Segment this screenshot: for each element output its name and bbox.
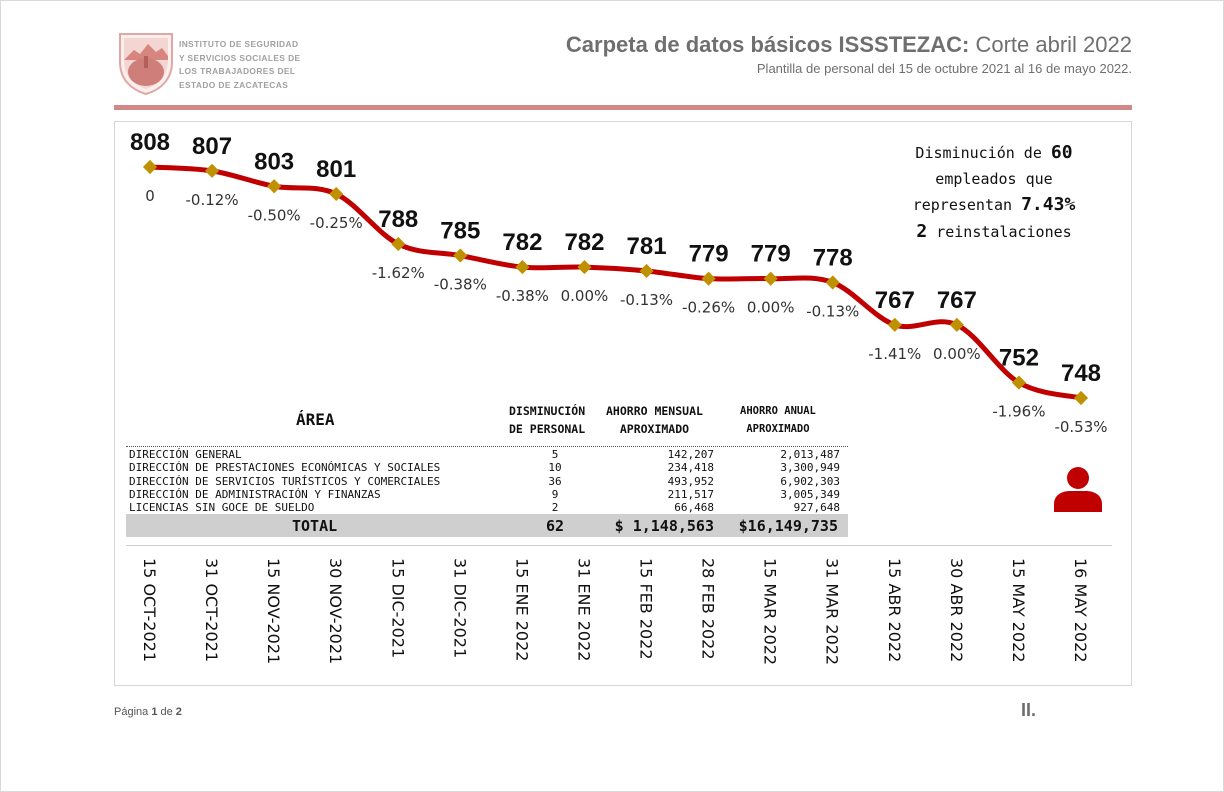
table-divider (126, 446, 848, 447)
value-label: 778 (812, 244, 853, 272)
cell-ahorro-anual: 2,013,487 (780, 448, 840, 461)
pct-label: -0.12% (185, 190, 239, 209)
cell-area: DIRECCIÓN DE PRESTACIONES ECONÓMICAS Y SOCIALES (129, 461, 441, 474)
x-tick-label: 15 MAR 2022 (760, 558, 780, 666)
pct-label: 0 (145, 187, 155, 205)
x-tick-label: 15 MAY 2022 (1008, 558, 1028, 663)
title-bold: Carpeta de datos básicos ISSSTEZAC: (565, 32, 970, 57)
pct-label: -1.96% (992, 402, 1046, 421)
pct-label: -0.38% (433, 275, 487, 294)
x-tick-label: 15 OCT-2021 (140, 558, 159, 663)
x-tick-label: 30 ABR 2022 (946, 558, 966, 663)
value-label: 779 (688, 240, 729, 268)
header-line: APROXIMADO (746, 423, 810, 435)
cell-disminucion: 9 (551, 488, 559, 501)
value-label: 788 (378, 206, 419, 233)
value-label: 808 (129, 129, 171, 156)
x-tick-label: 15 FEB 2022 (636, 558, 656, 660)
pct-label: 0.00% (933, 344, 981, 363)
total-ahorro-anual: $16,149,735 (738, 517, 838, 535)
x-tick-label: 28 FEB 2022 (698, 558, 718, 660)
info-percent: 7.43% (1021, 194, 1076, 215)
data-marker (1074, 391, 1088, 405)
info-text: Disminución de (915, 144, 1051, 162)
cell-ahorro-mensual: 211,517 (667, 488, 714, 501)
table-header-ahorro-mensual (606, 402, 703, 438)
cell-disminucion: 5 (551, 448, 559, 461)
cell-disminucion: 10 (548, 461, 562, 474)
pct-label: 0.00% (746, 298, 795, 317)
info-number: 60 (1050, 142, 1073, 163)
institute-line: INSTITUTO DE SEGURIDAD (179, 39, 299, 49)
table-header-ahorro-anual (740, 402, 816, 438)
info-text: empleados que (935, 169, 1053, 188)
data-marker (764, 272, 778, 286)
page-subtitle: Plantilla de personal del 15 de octubre 2021 al 16 de mayo 2022. (756, 61, 1132, 76)
person-icon (1054, 466, 1102, 512)
value-label: 767 (874, 286, 915, 314)
x-tick-label: 15 NOV-2021 (264, 558, 284, 665)
pct-label: -0.38% (495, 287, 549, 306)
page-total: 2 (175, 706, 182, 718)
x-tick-label: 16 MAY 2022 (1071, 558, 1090, 663)
cell-area: DIRECCIÓN DE ADMINISTRACIÓN Y FINANZAS (129, 488, 381, 501)
cell-area: DIRECCIÓN GENERAL (129, 448, 242, 461)
header-line: APROXIMADO (619, 422, 690, 436)
table-row (0, 475, 1224, 488)
total-ahorro-mensual: $ 1,148,563 (614, 517, 714, 535)
data-marker (577, 260, 591, 274)
data-marker (143, 160, 157, 174)
data-marker (515, 260, 529, 274)
cell-ahorro-mensual: 493,952 (667, 475, 714, 488)
value-label: 748 (1060, 360, 1102, 387)
value-label: 782 (502, 229, 543, 257)
page-current: 1 (151, 706, 158, 718)
x-tick-label: 31 OCT-2021 (202, 558, 222, 663)
x-tick-label: 31 MAR 2022 (822, 558, 842, 666)
x-tick-label: 15 ENE 2022 (512, 558, 532, 662)
x-tick-label: 31 ENE 2022 (574, 558, 594, 662)
table-row (0, 501, 1224, 514)
pct-label: -1.41% (868, 344, 922, 363)
value-label: 807 (192, 132, 233, 160)
value-label: 785 (440, 217, 481, 245)
x-tick-label: 31 DIC-2021 (450, 558, 470, 659)
info-number: 2 (916, 220, 928, 242)
data-marker (205, 164, 219, 178)
table-row (0, 488, 1224, 501)
table-header-disminucion (509, 402, 585, 438)
cell-area: LICENCIAS SIN GOCE DE SUELDO (129, 501, 315, 514)
pct-label: -0.13% (619, 290, 674, 309)
cell-ahorro-mensual: 142,207 (667, 448, 714, 461)
value-label: 781 (626, 232, 667, 260)
value-label: 752 (998, 344, 1039, 372)
data-marker (267, 179, 281, 193)
institute-line: Y SERVICIOS SOCIALES DE (179, 52, 301, 63)
cell-ahorro-mensual: 66,468 (674, 501, 714, 514)
cell-area: DIRECCIÓN DE SERVICIOS TURÍSTICOS Y COMERCIALES (129, 475, 441, 488)
page-of: de (157, 706, 176, 718)
x-tick-label: 15 ABR 2022 (884, 558, 904, 663)
x-tick-label: 30 NOV-2021 (326, 558, 346, 665)
total-disminucion: 62 (545, 517, 565, 535)
data-marker (702, 272, 716, 286)
title-rest: Corte abril 2022 (969, 32, 1132, 57)
info-text: reinstalaciones (927, 222, 1072, 241)
data-marker (639, 264, 653, 278)
data-marker (453, 248, 467, 262)
section-numeral: II. (1021, 700, 1037, 720)
pct-label: -0.26% (682, 298, 736, 317)
institute-line: ESTADO DE ZACATECAS (179, 79, 289, 90)
header-line: AHORRO MENSUAL (606, 404, 703, 418)
pct-label: 0.00% (560, 287, 609, 306)
pct-label: -0.50% (247, 206, 301, 225)
cell-ahorro-anual: 3,005,349 (780, 488, 840, 501)
table-row (0, 461, 1224, 474)
x-axis-labels (140, 558, 1090, 665)
value-label: 782 (564, 229, 605, 257)
table-row (0, 448, 1224, 461)
cell-disminucion: 36 (548, 475, 562, 488)
x-tick-label: 15 DIC-2021 (388, 558, 408, 659)
pct-label: -0.13% (806, 302, 860, 321)
pct-label: -0.53% (1054, 418, 1108, 436)
cell-ahorro-anual: 927,648 (793, 501, 840, 514)
cell-ahorro-anual: 6,902,303 (780, 475, 840, 488)
page-number (114, 706, 182, 718)
axis-separator (126, 545, 1112, 546)
table-header-area: ÁREA (296, 410, 335, 429)
total-label: TOTAL (292, 517, 338, 535)
value-label: 803 (254, 148, 295, 176)
cell-ahorro-mensual: 234,418 (667, 461, 714, 474)
institute-line: LOS TRABAJADORES DEL (179, 66, 296, 76)
value-label: 779 (750, 240, 791, 268)
cell-ahorro-anual: 3,300,949 (780, 461, 840, 474)
value-label: 767 (936, 286, 977, 314)
page-label: Página (114, 706, 152, 718)
header-line: AHORRO ANUAL (740, 405, 816, 417)
header-line: DE PERSONAL (509, 422, 586, 436)
header-line: DISMINUCIÓN (509, 404, 586, 418)
cell-disminucion: 2 (551, 501, 559, 514)
pct-label: -1.62% (371, 264, 425, 282)
value-label: 801 (316, 155, 357, 183)
pct-label: -0.25% (309, 213, 363, 232)
info-box (884, 140, 1104, 245)
info-text: representan (912, 196, 1022, 214)
